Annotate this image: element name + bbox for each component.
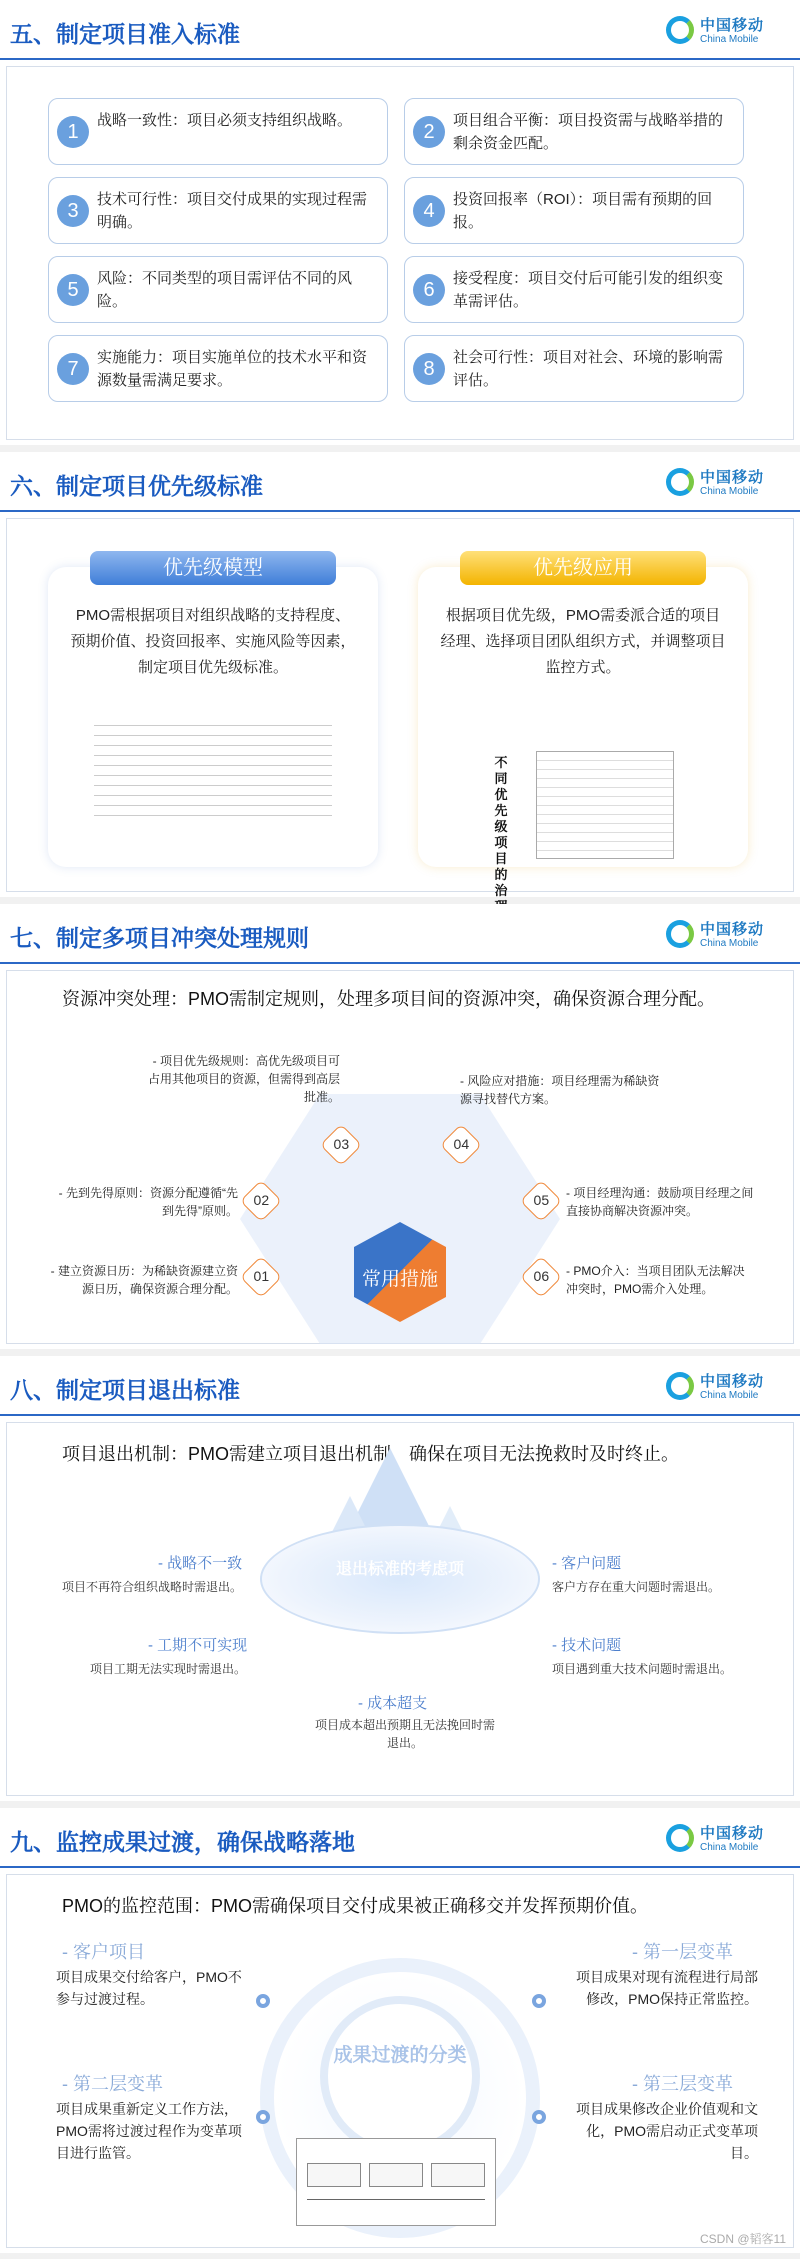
slide-title: 五、制定项目准入标准: [10, 21, 240, 47]
node-dot-icon: [532, 2110, 546, 2124]
exit-item-title: - 战略不一致: [158, 1555, 243, 1572]
slide-title: 七、制定多项目冲突处理规则: [10, 925, 309, 951]
china-mobile-logo-icon: [666, 1372, 694, 1400]
priority-model-text: PMO需根据项目对组织战略的支持程度、预期价值、投资回报率、实施风险等因素，制定项目优先级标准。: [70, 607, 356, 676]
governance-table-image: [536, 751, 674, 859]
exit-item-title: - 成本超支: [358, 1695, 428, 1712]
exit-item-desc: 项目不再符合组织战略时需退出。: [62, 1580, 243, 1594]
governance-vertical-label: 不同优先级项目的治: [494, 755, 508, 898]
exit-item-desc: 项目工期无法实现时需退出。: [90, 1662, 247, 1676]
node-dot-icon: [532, 1994, 546, 2008]
measure-badge-04: 04: [440, 1124, 482, 1166]
transition-center-label: 成果过渡的分类: [333, 2045, 467, 2066]
slide-transition-monitoring: [0, 1808, 800, 2253]
watermark: CSDN @韬客11: [700, 2232, 786, 2246]
slide-title: 六、制定项目优先级标准: [10, 473, 263, 499]
criteria-text: 接受程度：项目交付后可能引发的组织变革需评估。: [453, 270, 724, 310]
criteria-card: [404, 98, 744, 165]
china-mobile-logo-icon: [666, 16, 694, 44]
slide-header: [0, 1808, 800, 1868]
criteria-text: 社会可行性：项目对社会、环境的影响需评估。: [453, 349, 724, 389]
priority-application-tab: 优先级应用: [460, 551, 706, 585]
slide-exit-criteria: [0, 1356, 800, 1801]
measure-badge-03: 03: [320, 1124, 362, 1166]
exit-item-title: - 工期不可实现: [148, 1637, 248, 1654]
measure-text-03: - 项目优先级规则：高优先级项目可占用其他项目的资源，但需得到高层批准。: [148, 1054, 341, 1104]
slide-admission-criteria: [0, 0, 800, 445]
brand-cn: 中国移动: [700, 17, 765, 34]
measure-badge-01: 01: [240, 1256, 282, 1298]
criteria-number: 5: [57, 274, 89, 306]
criteria-card: [48, 335, 388, 402]
exit-item-title: - 客户问题: [552, 1555, 622, 1572]
criteria-text: 项目组合平衡：项目投资需与战略举措的剩余资金匹配。: [453, 112, 724, 152]
criteria-text: 技术可行性：项目交付成果的实现过程需明确。: [97, 191, 368, 231]
criteria-text: 投资回报率（ROI）：项目需有预期的回报。: [453, 191, 713, 231]
brand-cn: 中国移动: [700, 1825, 765, 1842]
criteria-number: 3: [57, 195, 89, 227]
transition-type-title: - 第一层变革: [632, 1942, 733, 1962]
china-mobile-logo-icon: [666, 1824, 694, 1852]
china-mobile-logo: [666, 12, 786, 52]
criteria-card: [48, 256, 388, 323]
criteria-number: 1: [57, 116, 89, 148]
priority-application-panel: [418, 557, 748, 898]
conflict-lead-text: 资源冲突处理：PMO需制定规则，处理多项目间的资源冲突，确保资源合理分配。: [62, 989, 715, 1009]
brand-en: China Mobile: [700, 1390, 759, 1401]
criteria-number: 2: [413, 116, 445, 148]
brand-en: China Mobile: [700, 1842, 759, 1853]
exit-item-desc: 项目遇到重大技术问题时需退出。: [552, 1662, 733, 1676]
exit-item-title: - 技术问题: [552, 1637, 622, 1654]
brand-en: China Mobile: [700, 486, 759, 497]
criteria-card: [48, 98, 388, 165]
criteria-text: 战略一致性：项目必须支持组织战略。: [97, 112, 353, 129]
brand-en: China Mobile: [700, 938, 759, 949]
slide-header: [0, 904, 800, 964]
measure-badge-06: 06: [520, 1256, 562, 1298]
criteria-number: 8: [413, 353, 445, 385]
transition-type-title: - 第二层变革: [62, 2074, 163, 2094]
transition-type-desc: 项目成果修改企业价值观和文化，PMO需启动正式变革项目。: [576, 2101, 758, 2161]
slide-header: [0, 0, 800, 60]
measure-text-01: - 建立资源日历：为稀缺资源建立资源日历，确保资源合理分配。: [50, 1264, 238, 1296]
measure-text-06: - PMO介入：当项目团队无法解决冲突时，PMO需介入处理。: [566, 1264, 745, 1296]
china-mobile-logo: [666, 1820, 786, 1860]
transition-type-title: - 第三层变革: [632, 2074, 733, 2094]
priority-application-text: 根据项目优先级，PMO需委派合适的项目经理、选择项目团队组织方式，并调整项目监控方式。: [440, 607, 726, 676]
criteria-number: 4: [413, 195, 445, 227]
slide-header: [0, 452, 800, 512]
transition-type-desc: 项目成果对现有流程进行局部修改，PMO保持正常监控。: [576, 1969, 758, 2007]
slide-title: 八、制定项目退出标准: [10, 1377, 240, 1403]
slide-title: 九、监控成果过渡，确保战略落地: [10, 1829, 355, 1855]
china-mobile-logo-icon: [666, 920, 694, 948]
china-mobile-logo-icon: [666, 468, 694, 496]
slide-header: [0, 1356, 800, 1416]
criteria-card: [48, 177, 388, 244]
transition-type-desc: 项目成果交付给客户，PMO不参与过渡过程。: [56, 1969, 242, 2007]
brand-cn: 中国移动: [700, 469, 765, 486]
exit-item-desc: 项目成本超出预期且无法挽回时需退出。: [314, 1718, 495, 1750]
priority-model-panel: [48, 557, 378, 867]
exit-item-desc: 客户方存在重大问题时需退出。: [552, 1580, 721, 1594]
slide-conflict-rules: [0, 904, 800, 1349]
criteria-card: [404, 177, 744, 244]
criteria-number: 6: [413, 274, 445, 306]
criteria-card: [404, 256, 744, 323]
transition-type-desc: 项目成果重新定义工作方法，PMO需将过渡过程作为变革项目进行监管。: [56, 2101, 242, 2161]
node-dot-icon: [256, 2110, 270, 2124]
measure-badge-02: 02: [240, 1180, 282, 1222]
measure-badge-05: 05: [520, 1180, 562, 1222]
criteria-text: 风险：不同类型的项目需评估不同的风险。: [97, 270, 353, 310]
brand-en: China Mobile: [700, 34, 759, 45]
measure-text-02: - 先到先得原则：资源分配遵循“先到先得”原则。: [58, 1186, 238, 1218]
exit-lead-text: 项目退出机制：PMO需建立项目退出机制，确保在项目无法挽救时及时终止。: [62, 1444, 679, 1464]
china-mobile-logo: [666, 916, 786, 956]
priority-scoring-table-image: [94, 715, 332, 816]
brand-cn: 中国移动: [700, 921, 765, 938]
transition-process-diagram-image: [296, 2138, 496, 2226]
transition-inner-circle: [320, 1996, 480, 2156]
slide-priority-criteria: [0, 452, 800, 897]
exit-center-label: 退出标准的考虑项: [335, 1561, 464, 1578]
criteria-card: [404, 335, 744, 402]
measure-text-05: - 项目经理沟通：鼓励项目经理之间直接协商解决资源冲突。: [566, 1186, 754, 1218]
transition-type-title: - 客户项目: [62, 1942, 145, 1962]
brand-cn: 中国移动: [700, 1373, 765, 1390]
criteria-number: 7: [57, 353, 89, 385]
priority-model-tab: 优先级模型: [90, 551, 336, 585]
transition-lead-text: PMO的监控范围：PMO需确保项目交付成果被正确移交并发挥预期价值。: [62, 1896, 648, 1916]
measure-text-04: - 风险应对措施：项目经理需为稀缺资源寻找替代方案。: [460, 1074, 660, 1106]
node-dot-icon: [256, 1994, 270, 2008]
china-mobile-logo: [666, 1368, 786, 1408]
core-label: 常用措施: [361, 1269, 438, 1290]
criteria-text: 实施能力：项目实施单位的技术水平和资源数量需满足要求。: [97, 349, 368, 389]
china-mobile-logo: [666, 464, 786, 504]
exit-center-ring: [260, 1524, 540, 1634]
